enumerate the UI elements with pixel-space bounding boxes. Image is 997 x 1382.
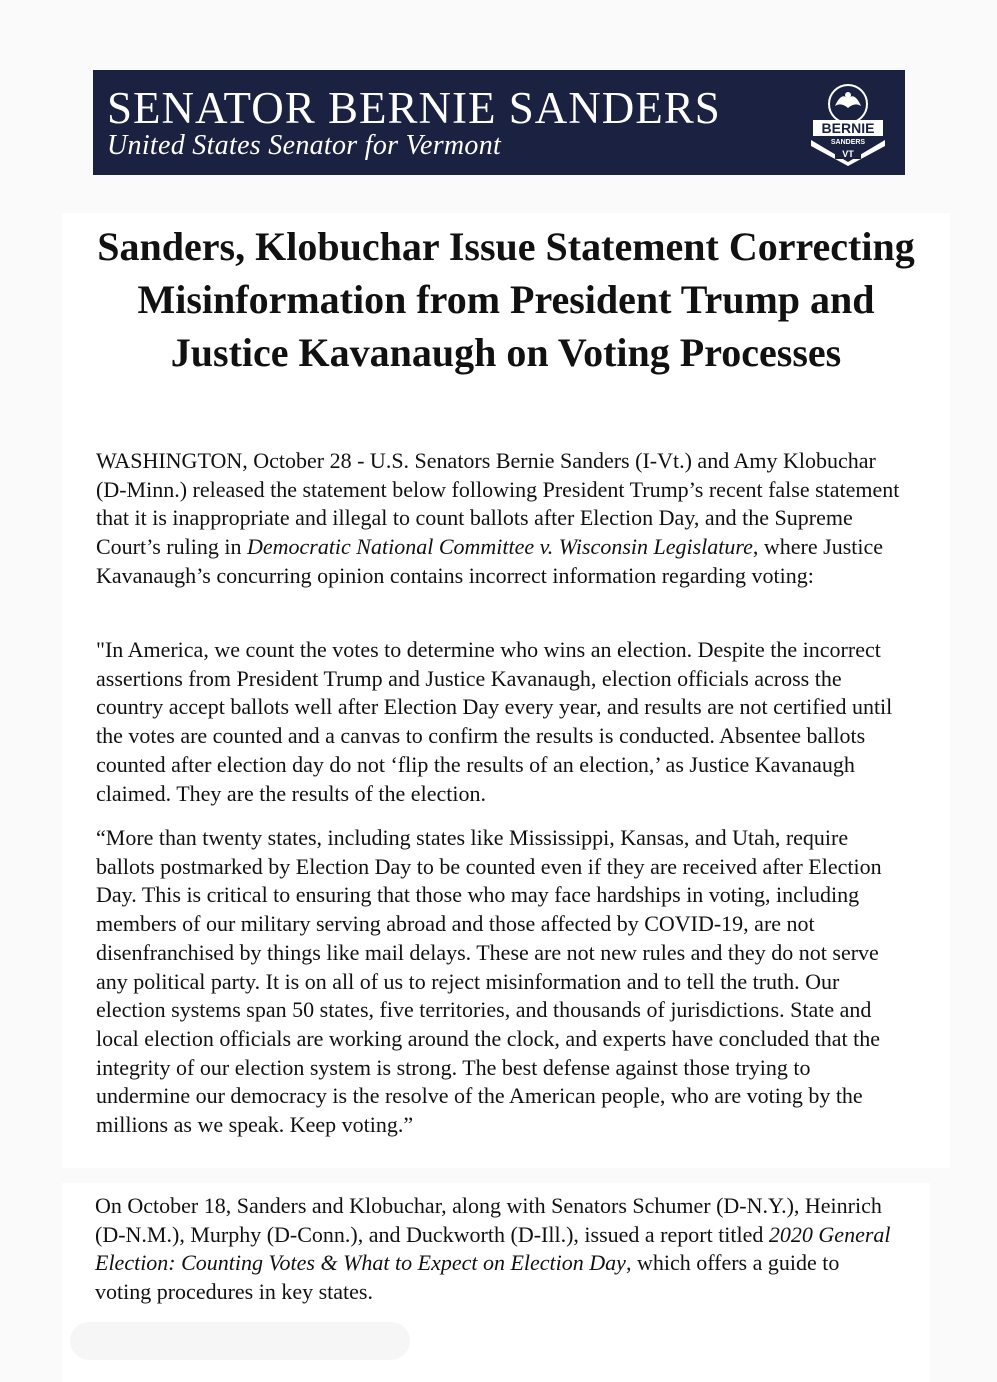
- intro-text-b: , where Justice Kavanaugh’s concurring opinion contains incorrect information regarding voting:: [96, 534, 884, 588]
- senator-logo-icon: [805, 80, 891, 166]
- intro-paragraph: [96, 447, 908, 591]
- closing-text-a: On October 18, Sanders and Klobuchar, along with Senators Schumer (D-N.Y.), Heinrich (D-N.M.), Murphy (D-Conn.), and Duckworth (D-Ill.), issued a report titled: [95, 1193, 882, 1247]
- logo-name-mid: SANDERS: [830, 139, 866, 146]
- header-banner: [93, 70, 905, 175]
- statement-paragraph-1: "In America, we count the votes to determine who wins an election. Despite the incorrect assertions from President Trump and Justice Kavanaugh, election officials across the country accept ballots well after Election Day every year, and results are not certified until the votes are counted and a canvas to confirm the results is conducted. Absentee ballots counted after election day do not ‘flip the results of an election,’ as Justice Kavanaugh claimed. They are the results of the election.: [96, 637, 893, 806]
- report-title: 2020 General Election: Counting Votes & What to Expect on Election Day: [95, 1221, 891, 1276]
- scan-smudge: [70, 1322, 410, 1360]
- statement-paragraph-2: “More than twenty states, including states like Mississippi, Kansas, and Utah, require ballots postmarked by Election Day to be counted even if they are received after Election Day. This is critical to ensuring that those who may face hardships in voting, including members of our military serving abroad and those affected by COVID-19, are not disenfranchised by things like mail delays. These are not new rules and they do not serve any political party. It is on all of us to reject misinformation and to tell the truth. Our election systems span 50 states, five territories, and thousands of jurisdictions. State and local election officials are working around the clock, and experts have concluded that the integrity of our election system is strong. The best defense against those trying to undermine our democracy is the resolve of the American people, who are voting by the millions as we speak. Keep voting.”: [96, 825, 882, 1138]
- logo-state: VT: [842, 149, 854, 159]
- closing-text-b: , which offers a guide to voting procedures in key states.: [95, 1250, 840, 1305]
- press-release-headline: Sanders, Klobuchar Issue Statement Correcting Misinformation from President Trump and Justice Kavanaugh on Voting Processes: [97, 224, 915, 375]
- intro-text-a: WASHINGTON, October 28 - U.S. Senators Bernie Sanders (I-Vt.) and Amy Klobuchar (D-Minn.) released the statement below following President Trump’s recent false statement that it is inappropriate and illegal to count ballots after Election Day, and the Supreme Court’s ruling in: [96, 448, 900, 560]
- banner-title: SENATOR BERNIE SANDERS: [107, 83, 721, 133]
- logo-name-top: BERNIE: [821, 120, 875, 136]
- banner-subtitle: United States Senator for Vermont: [107, 130, 502, 161]
- case-name: Democratic National Committee v. Wisconsin Legislature: [246, 534, 753, 560]
- closing-paragraph: [95, 1192, 895, 1307]
